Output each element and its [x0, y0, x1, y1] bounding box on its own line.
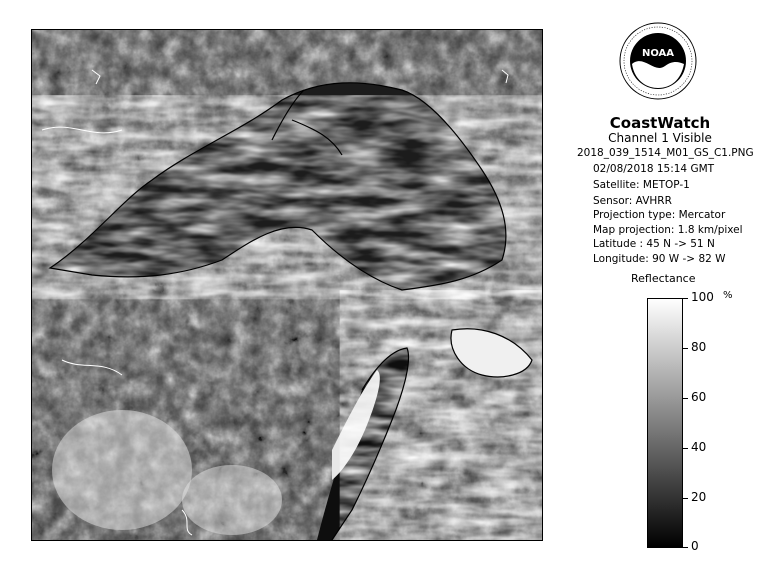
colorbar-gradient [647, 298, 683, 548]
colorbar-tick-label: 20 [691, 490, 707, 504]
datetime: 02/08/2018 15:14 GMT [593, 163, 715, 175]
colorbar-tick [683, 298, 688, 299]
colorbar-tick-label: 40 [691, 440, 707, 454]
sensor: Sensor: AVHRR [593, 195, 672, 207]
noaa-logo [619, 22, 697, 100]
channel-title: Channel 1 Visible [608, 131, 712, 145]
satellite: Satellite: METOP-1 [593, 179, 690, 191]
colorbar-tick [683, 398, 688, 399]
colorbar-tick-label: 100 [691, 290, 714, 304]
colorbar-tick [683, 498, 688, 499]
projection-type: Projection type: Mercator [593, 209, 726, 221]
satellite-image [31, 29, 543, 541]
filename: 2018_039_1514_M01_GS_C1.PNG [577, 147, 754, 159]
satellite-image-svg [32, 30, 542, 540]
logo-text: NOAA [641, 48, 675, 59]
colorbar-title: Reflectance [631, 272, 696, 285]
colorbar-tick [683, 448, 688, 449]
latitude: Latitude : 45 N -> 51 N [593, 238, 715, 250]
colorbar-unit: % [723, 290, 733, 301]
brand-title: CoastWatch [609, 114, 711, 132]
colorbar-tick-label: 80 [691, 340, 707, 354]
longitude: Longitude: 90 W -> 82 W [593, 253, 726, 265]
noaa-seal-icon [619, 22, 697, 100]
colorbar-tick [683, 348, 688, 349]
colorbar-tick-label: 60 [691, 390, 707, 404]
colorbar-tick-label: 0 [691, 539, 699, 553]
map-projection: Map projection: 1.8 km/pixel [593, 224, 743, 236]
colorbar-tick [683, 547, 688, 548]
